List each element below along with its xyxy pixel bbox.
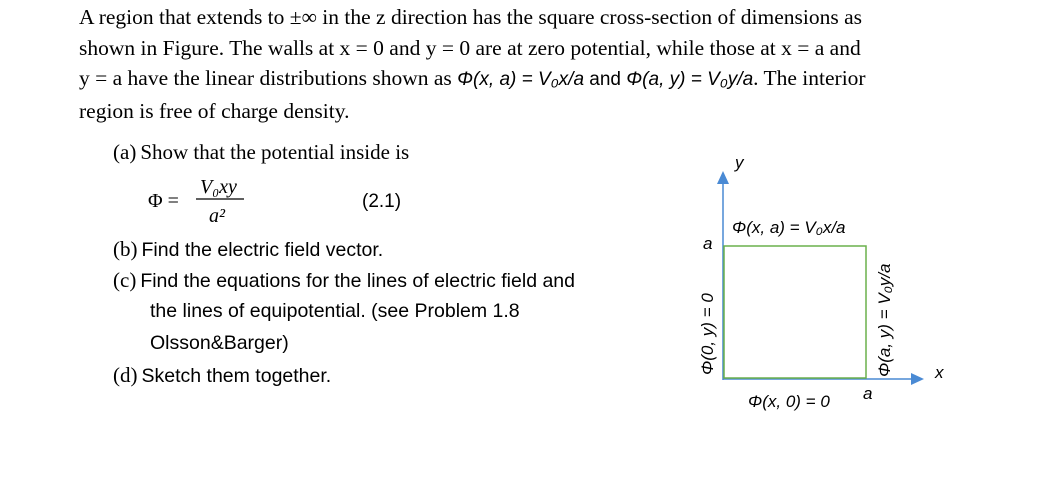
part-b [113,237,383,262]
part-b-text: Find the electric field vector. [141,239,384,261]
part-c-letter: (c) [113,268,137,292]
equation-denominator: a² [209,205,225,227]
part-b-letter: (b) [113,237,138,261]
potential-equation [140,168,420,234]
problem-line-4: region is free of charge density. [79,98,350,123]
part-d [113,363,331,388]
equation-number: (2.1) [362,191,402,212]
x-axis-label: x [935,363,944,382]
problem-line-2: shown in Figure. The walls at x = 0 and y = 0 are at zero potential, while those at x = a and [79,35,861,60]
part-c-text-line-2: the lines of equipotential. (see Problem 1.8 [150,300,520,322]
part-c [113,268,575,293]
equation-lhs: Φ = [148,190,179,212]
y-axis-arrowhead-icon [717,171,729,184]
part-c-text-line-1: Find the equations for the lines of electric field and [140,270,575,292]
equation-numerator: V₀xy [200,176,237,198]
part-a-letter: (a) [113,140,137,164]
problem-line-3 [79,63,979,96]
x-axis-arrowhead-icon [911,373,924,385]
part-c-continued-1 [150,300,520,323]
part-c-continued-2 [150,332,289,355]
top-boundary-label: Φ(x, a) = V₀x/a [732,218,846,237]
y-axis-label: y [735,153,744,172]
left-boundary-label: Φ(0, y) = 0 [698,293,717,375]
problem-line-3-end: . The interior [753,66,866,90]
part-d-letter: (d) [113,363,138,387]
part-d-text: Sketch them together. [141,365,332,387]
x-tick-a-label: a [863,384,873,403]
y-tick-a-label: a [703,234,713,253]
potential-right-expression: Φ(a, y) = V₀y/a [626,69,754,90]
problem-statement [79,2,979,126]
cross-section-diagram [660,145,960,420]
problem-line-1: A region that extends to ±∞ in the z direction has the square cross-section of dimensions as [79,5,863,29]
part-a-text: Show that the potential inside is [140,140,410,164]
square-boundary [724,246,866,378]
right-boundary-label: Φ(a, y) = V₀y/a [875,263,894,377]
bottom-boundary-label: Φ(x, 0) = 0 [748,392,830,411]
potential-top-expression: Φ(x, a) = V₀x/a [457,69,585,90]
problem-line-3-start: y = a have the linear distributions shown as [79,66,458,90]
conjunction-and: and [584,69,627,90]
part-a [113,140,409,165]
part-c-text-line-3: Olsson&Barger) [150,332,289,354]
